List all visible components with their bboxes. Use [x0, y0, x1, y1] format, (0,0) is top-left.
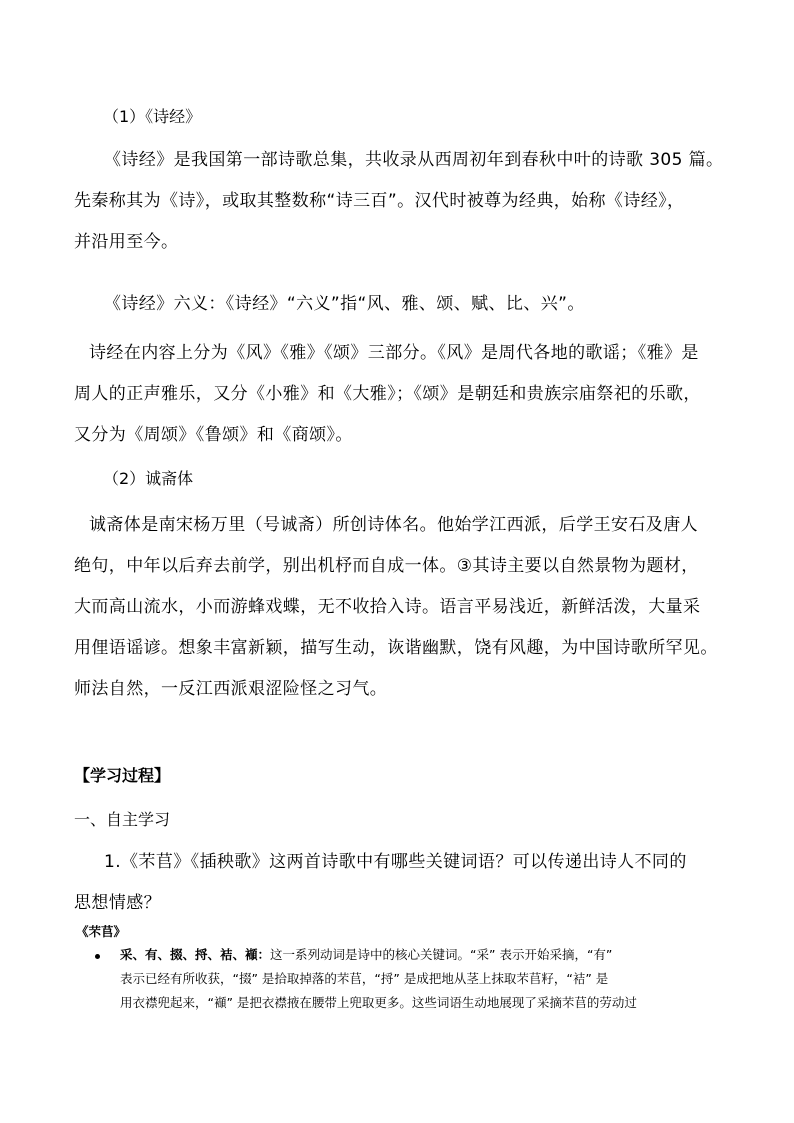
question-line2: 思想情感？ — [74, 893, 161, 913]
section1-para2-line2: 周人的正声雅乐，又分《小雅》和《大雅》；《颂》是朝廷和贵族宗庙祭祀的乐歌， — [74, 384, 701, 404]
section2-para-line4: 用俚语谣谚。想象丰富新颖，描写生动，诙谐幽默，饶有风趣，为中国诗歌所罕见。 — [74, 638, 718, 658]
bullet-line1 — [120, 947, 612, 963]
note-title: 《芣苢》 — [76, 924, 127, 939]
section1-para1-line3: 并沿用至今。 — [74, 232, 179, 252]
question-line1: 1.《芣苢》《插秧歌》这两首诗歌中有哪些关键词语？可以传递出诗人不同的 — [104, 852, 687, 872]
section2-para-line2: 绝句，中年以后弃去前学，别出机杼而自成一体。③其诗主要以自然景物为题材， — [74, 556, 699, 576]
bullet-dot-icon — [95, 954, 100, 959]
learning-subtitle: 一、自主学习 — [74, 810, 171, 829]
bullet-line1-text: 这一系列动词是诗中的核心关键词。“采” 表示开始采摘，“有” — [270, 947, 613, 962]
learning-title: 【学习过程】 — [74, 766, 171, 785]
section2-para-line5: 师法自然，一反江西派艰涩险怪之习气。 — [74, 679, 388, 699]
section1-para2-line3: 又分为《周颂》《鲁颂》和《商颂》。 — [74, 425, 353, 445]
six-meanings: 《诗经》六义：《诗经》“六义”指“风、雅、颂、赋、比、兴”。 — [104, 294, 585, 314]
section2-heading: （2）诚斋体 — [103, 469, 194, 488]
section1-heading: （1）《诗经》 — [103, 107, 202, 126]
bullet-line2: 表示已经有所收获，“掇” 是拾取掉落的芣苢，“捋” 是成把地从茎上抹取芣苢籽，“袺” 是 — [120, 971, 609, 986]
section2-para-line1: 诚斋体是南宋杨万里（号诚斋）所创诗体名。他始学江西派，后学王安石及唐人 — [89, 515, 698, 535]
section1-para1-line1: 《诗经》是我国第一部诗歌总集，共收录从西周初年到春秋中叶的诗歌 305 篇。 — [104, 150, 724, 170]
section2-para-line3: 大而高山流水，小而游蜂戏蝶，无不收拾入诗。语言平易浅近，新鲜活泼，大量采 — [74, 597, 701, 617]
section1-para1-line2: 先秦称其为《诗》，或取其整数称“诗三百”。汉代时被尊为经典，始称《诗经》， — [74, 191, 685, 211]
bullet-line3: 用衣襟兜起来，“襭” 是把衣襟掖在腰带上兜取更多。这些词语生动地展现了采摘芣苢的劳动过 — [120, 995, 637, 1010]
section1-para2-line1: 诗经在内容上分为《风》《雅》《颂》三部分。《风》是周代各地的歌谣；《雅》是 — [89, 343, 699, 363]
bullet-keywords: 采、有、掇、捋、袺、襭： — [120, 947, 271, 962]
